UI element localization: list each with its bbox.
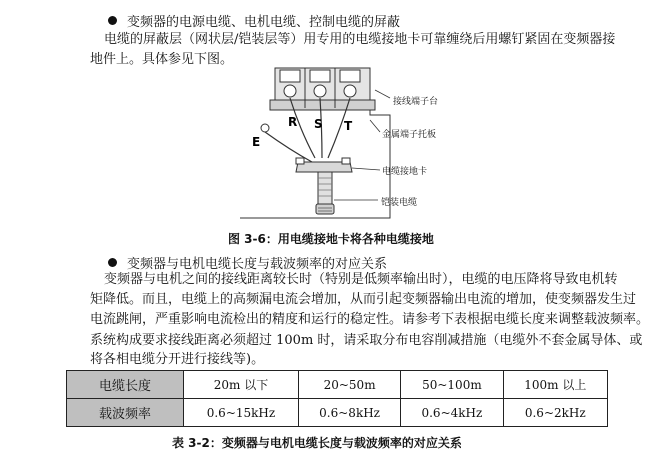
cable-grounding-figure <box>230 60 490 230</box>
table-cell: 20m 以下 <box>184 371 299 399</box>
section1-line-2: 地件上。具体参见下图。 <box>90 52 234 67</box>
label-ground-clamp: 电缆接地卡 <box>382 167 428 177</box>
section2-line-1: 变频器与电机之间的接线距离较长时（特别是低频率输出时），电缆的电压降将导致电机转 <box>104 272 618 287</box>
bullet-icon <box>108 258 117 267</box>
section1-line-1: 电缆的屏蔽层（网状层/铠装层等）用专用的电缆接地卡可靠缠绕后用螺钉紧固在变频器接 <box>104 32 616 47</box>
table-cell: 50~100m <box>401 371 503 399</box>
phase-r-label: R <box>288 115 298 129</box>
phase-s-label: S <box>314 117 323 131</box>
terminal-block <box>270 68 375 110</box>
table-cell: 100m 以上 <box>503 371 607 399</box>
figure-caption: 图 3-6：用电缆接地卡将各种电缆接地 <box>228 232 434 246</box>
row-header-cable-length: 电缆长度 <box>67 371 184 399</box>
section2-line-4: 系统构成要求接线距离必须超过 100m 时，请采取分布电容削减措施（电缆外不套金属导体、或 <box>90 333 643 348</box>
ground-screw <box>261 124 269 132</box>
bullet-icon <box>108 16 117 25</box>
section1-heading: 变频器的电源电缆、电机电缆、控制电缆的屏蔽 <box>108 11 400 30</box>
table-cell: 20~50m <box>298 371 400 399</box>
cable-length-carrier-table <box>66 370 608 427</box>
armored-cable <box>316 172 334 214</box>
table-row <box>67 399 608 427</box>
label-terminal-block: 接线端子台 <box>393 97 439 107</box>
table-cell: 0.6~15kHz <box>184 399 299 427</box>
label-metal-bracket: 金属端子托板 <box>382 130 437 140</box>
section2-line-3: 电流跳闸，严重影响电流检出的精度和运行的稳定性。请参考下表根据电缆长度来调整载波频率。 <box>90 312 650 327</box>
table-caption: 表 3-2：变频器与电机电缆长度与载波频率的对应关系 <box>172 436 462 450</box>
phase-t-label: T <box>344 119 353 133</box>
table-row <box>67 371 608 399</box>
section2-line-2: 矩降低。而且，电缆上的高频漏电流会增加，从而引起变频器输出电流的增加，使变频器发生过 <box>90 292 637 307</box>
ground-clamp <box>296 158 352 172</box>
table-cell: 0.6~4kHz <box>401 399 503 427</box>
ground-e-label: E <box>252 135 261 149</box>
table-cell: 0.6~2kHz <box>503 399 607 427</box>
label-armored-cable: 铠装电缆 <box>381 198 418 208</box>
section2-line-5: 将各相电缆分开进行接线等)。 <box>90 352 265 367</box>
table-cell: 0.6~8kHz <box>298 399 400 427</box>
row-header-carrier-frequency: 载波频率 <box>67 399 184 427</box>
section2-heading: 变频器与电机电缆长度与载波频率的对应关系 <box>108 253 387 272</box>
